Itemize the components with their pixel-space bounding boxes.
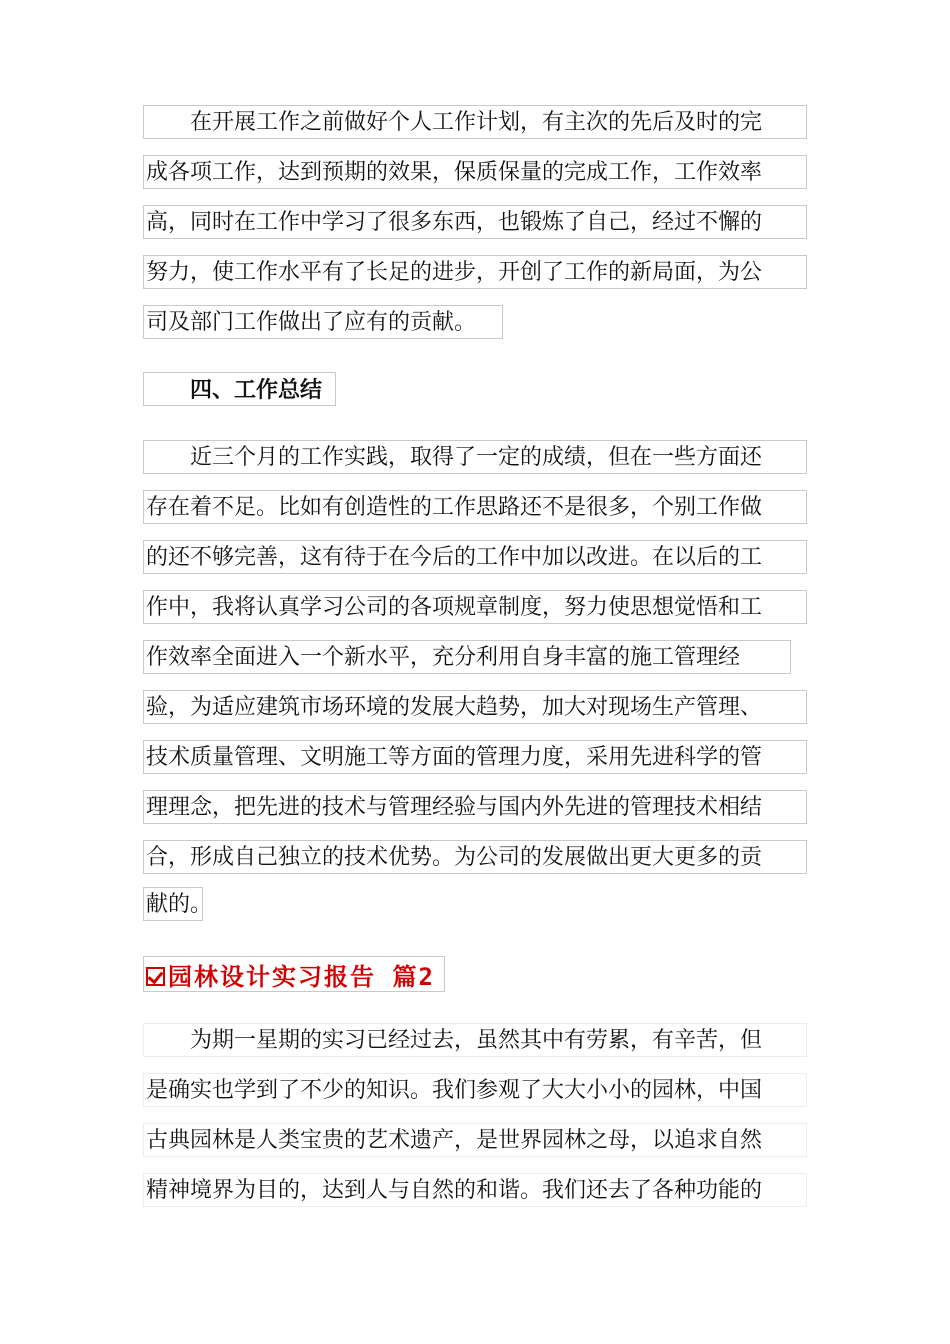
text-line: 在开展工作之前做好个人工作计划，有主次的先后及时的完 xyxy=(143,105,807,139)
text-line: 的还不够完善，这有待于在今后的工作中加以改进。在以后的工 xyxy=(143,540,807,574)
text-line: 献的。 xyxy=(143,887,203,921)
text-line: 作中，我将认真学习公司的各项规章制度，努力使思想觉悟和工 xyxy=(143,590,807,624)
text-line: 技术质量管理、文明施工等方面的管理力度，采用先进科学的管 xyxy=(143,740,807,774)
text-line: 努力，使工作水平有了长足的进步，开创了工作的新局面，为公 xyxy=(143,255,807,289)
section-title-text: 园林设计实习报告 篇2 xyxy=(168,962,435,991)
section-title xyxy=(143,956,445,992)
text-line: 近三个月的工作实践，取得了一定的成绩，但在一些方面还 xyxy=(143,440,807,474)
text-line: 司及部门工作做出了应有的贡献。 xyxy=(143,305,503,339)
text-line: 是确实也学到了不少的知识。我们参观了大大小小的园林，中国 xyxy=(143,1073,807,1107)
text-line: 理理念，把先进的技术与管理经验与国内外先进的管理技术相结 xyxy=(143,790,807,824)
checkbox-icon xyxy=(146,967,165,986)
section-heading: 四、工作总结 xyxy=(143,372,336,406)
text-line: 高，同时在工作中学习了很多东西，也锻炼了自己，经过不懈的 xyxy=(143,205,807,239)
text-line: 古典园林是人类宝贵的艺术遗产，是世界园林之母，以追求自然 xyxy=(143,1123,807,1157)
text-line: 成各项工作，达到预期的效果，保质保量的完成工作，工作效率 xyxy=(143,155,807,189)
text-line: 作效率全面进入一个新水平，充分利用自身丰富的施工管理经 xyxy=(143,640,791,674)
text-line: 存在着不足。比如有创造性的工作思路还不是很多，个别工作做 xyxy=(143,490,807,524)
text-line: 为期一星期的实习已经过去，虽然其中有劳累，有辛苦，但 xyxy=(143,1023,807,1057)
text-line: 精神境界为目的，达到人与自然的和谐。我们还去了各种功能的 xyxy=(143,1173,807,1207)
text-line: 合，形成自己独立的技术优势。为公司的发展做出更大更多的贡 xyxy=(143,840,807,874)
text-line: 验，为适应建筑市场环境的发展大趋势，加大对现场生产管理、 xyxy=(143,690,807,724)
